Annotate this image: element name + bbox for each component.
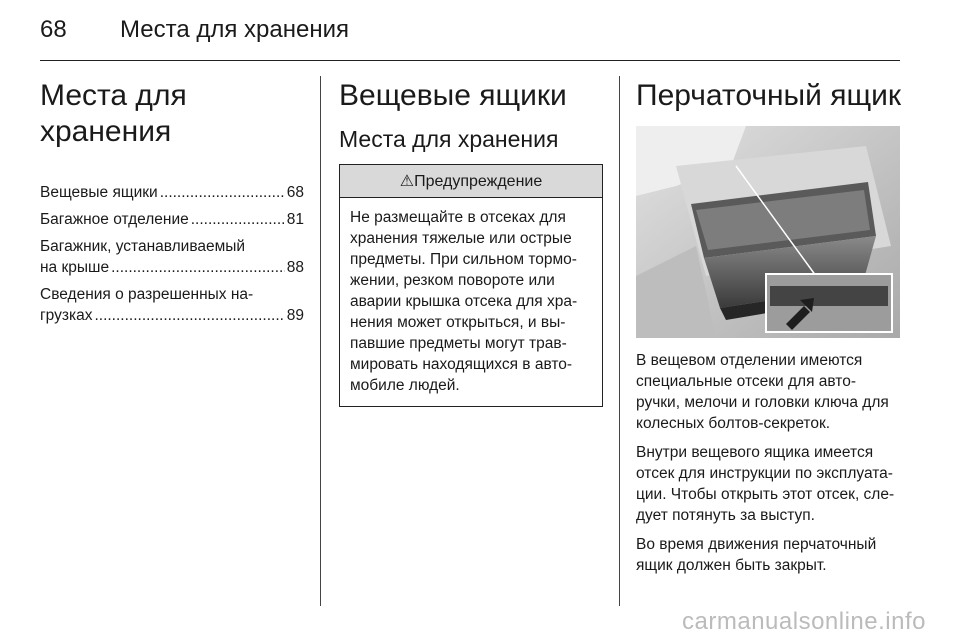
toc-entry-page: 89 [286,307,304,324]
watermark: carmanualsonline.info [682,608,926,635]
glovebox-photo [636,126,900,338]
warning-line: мировать находящихся в авто- [350,356,573,373]
running-title: Места для хранения [120,16,349,43]
toc-entry-label: на крыше [40,259,110,276]
warning-title: Предупреждение [414,173,543,190]
warning-box [339,164,603,407]
toc-entry-label: Багажное отделение [40,211,189,228]
header-rule [40,60,900,61]
paragraph-line: ящик должен быть закрыт. [636,557,827,574]
paragraph-line: ручки, мелочи и головки ключа для [636,394,889,411]
table-of-contents [40,182,304,326]
toc-entry-label: Сведения о разрешенных на- [40,286,254,303]
section-subtitle: Места для хранения [339,126,559,152]
glovebox-illustration [636,126,900,338]
toc-entry-label: грузках [40,307,93,324]
toc-entry-page: 88 [286,259,304,276]
warning-line: хранения тяжелые или острые [350,230,572,247]
warning-icon: ⚠ [399,173,415,190]
toc-entry-page: 81 [286,211,304,228]
paragraph [636,442,906,526]
toc-entry-page: 68 [286,184,304,201]
warning-line: мобиле людей. [350,377,460,394]
warning-line: нения может открыться, и вы- [350,314,566,331]
toc-entry-label: Вещевые ящики [40,184,158,201]
paragraph-line: Во время движения перчаточный [636,536,877,553]
chapter-title: Места для хранения [40,79,187,148]
page-header [40,16,349,44]
column-divider-2 [619,76,620,606]
warning-header [340,165,602,198]
toc-entry[interactable] [40,182,304,203]
warning-line: предметы. При сильном тормо- [350,251,577,268]
section-title: Перчаточный ящик [636,79,902,112]
paragraph [636,534,906,576]
middle-column [339,78,603,407]
toc-entry[interactable] [40,236,304,278]
paragraph [636,350,906,434]
paragraph-line: колесных болтов-секреток. [636,415,831,432]
paragraph-line: специальные отсеки для авто- [636,373,856,390]
paragraph-line: дует потянуть за выступ. [636,507,815,524]
warning-line: жении, резком повороте или [350,272,555,289]
right-column [636,78,906,576]
warning-line: Не размещайте в отсеках для [350,209,566,226]
paragraph-line: В вещевом отделении имеются [636,352,863,369]
section-title: Вещевые ящики [339,79,567,112]
warning-line: павшие предметы могут трав- [350,335,567,352]
warning-text [340,198,602,406]
paragraph-line: Внутри вещевого ящика имеется [636,444,874,461]
toc-entry[interactable] [40,209,304,230]
toc-entry[interactable] [40,284,304,326]
page-number: 68 [40,16,67,43]
left-column [40,78,304,332]
paragraph-line: отсек для инструкции по эксплуата- [636,465,893,482]
paragraph-line: ции. Чтобы открыть этот отсек, сле- [636,486,895,503]
column-divider-1 [320,76,321,606]
warning-line: аварии крышка отсека для хра- [350,293,578,310]
toc-entry-label: Багажник, устанавливаемый [40,238,246,255]
